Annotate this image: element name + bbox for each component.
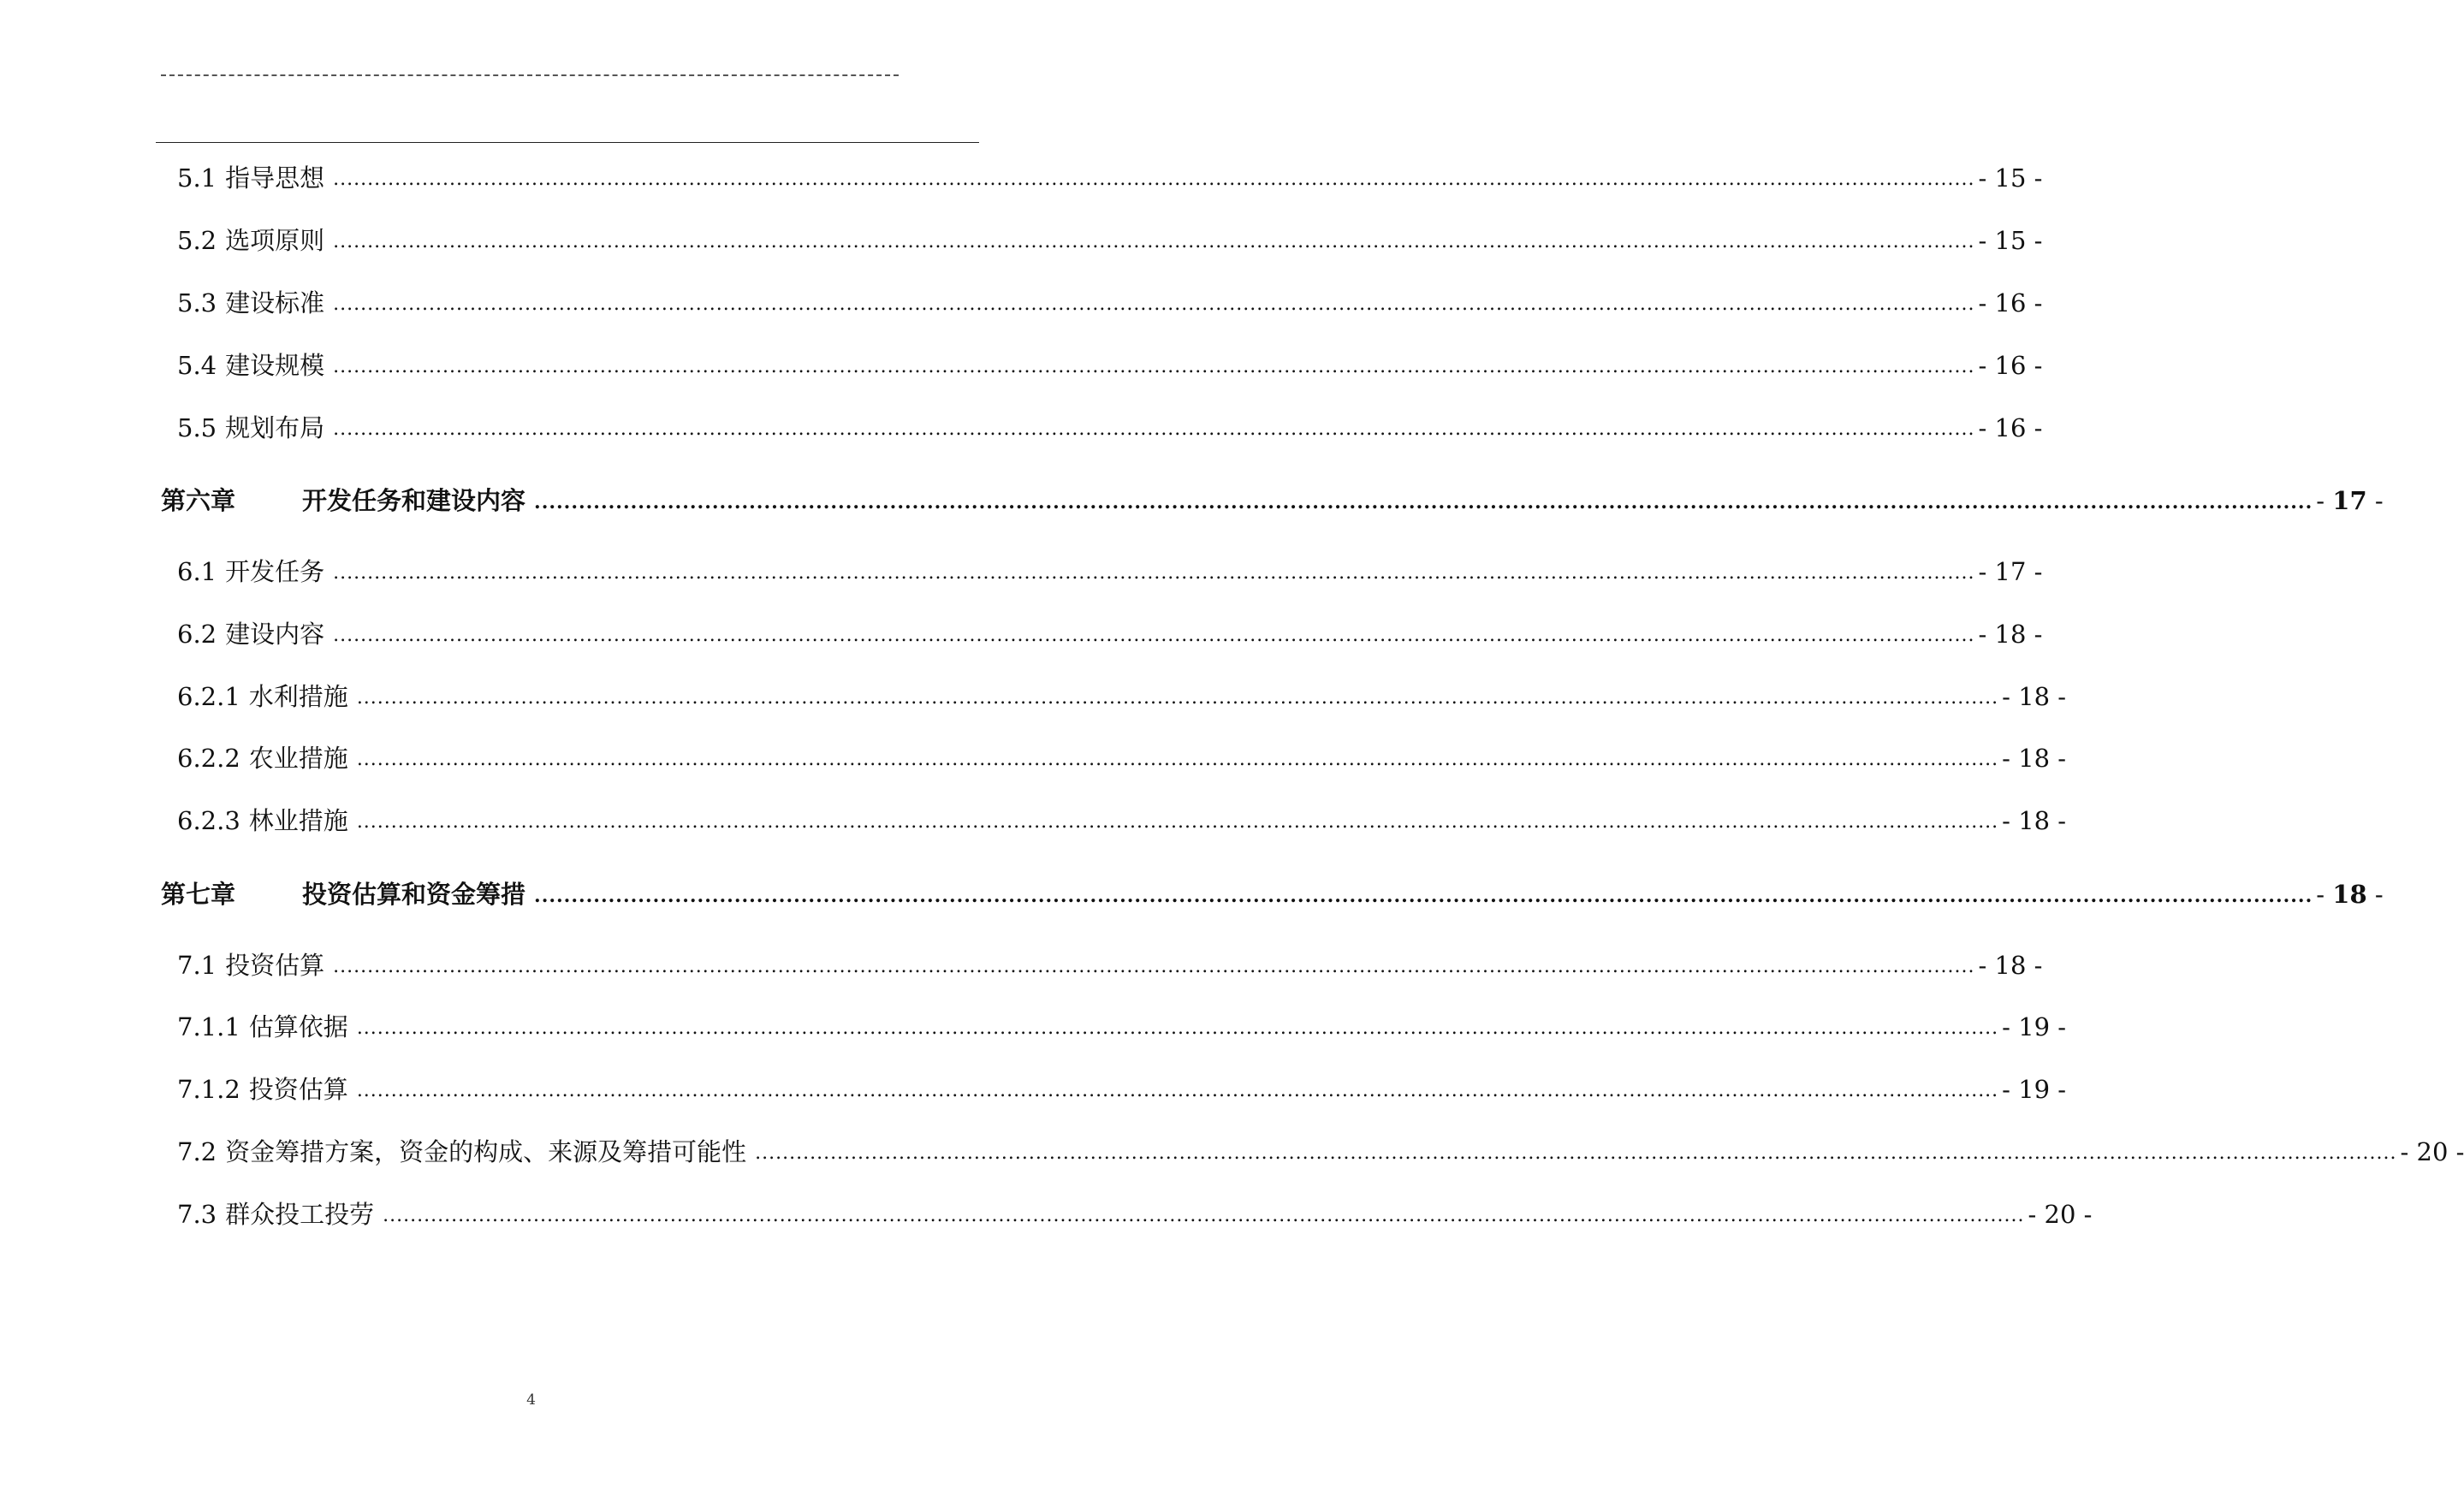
dot-leader [333, 221, 1974, 264]
page-number: 4 [526, 1391, 536, 1409]
toc-entry-6-1[interactable]: 6.1 开发任务 ..... - 17 - [0, 550, 1076, 593]
toc-entry-7-1-2[interactable]: 7.1.2 投资估算 ..... - 19 - [0, 1068, 1076, 1111]
dot-leader [755, 1132, 2396, 1175]
dot-leader [333, 552, 1974, 595]
dot-leader [333, 158, 1974, 201]
dot-leader [357, 1007, 1998, 1050]
toc-entry-6-2-3[interactable]: 6.2.3 林业措施 ..... - 18 - [0, 799, 1076, 842]
toc-chapter-7[interactable]: 第七章 投资估算和资金筹措 ..... - 18 - [0, 873, 1060, 916]
toc-entry-7-1-1[interactable]: 7.1.1 估算依据 ..... - 19 - [0, 1006, 1076, 1048]
dot-leader [333, 346, 1974, 389]
dot-leader [534, 481, 2313, 524]
toc-chapter-6[interactable]: 第六章 开发任务和建设内容 ..... - 17 - [0, 479, 1060, 522]
dot-leader [357, 1070, 1998, 1112]
dot-leader [333, 946, 1974, 988]
toc-entry-6-2-2[interactable]: 6.2.2 农业措施 ..... - 18 - [0, 737, 1076, 780]
toc-entry-5-5[interactable]: 5.5 规划布局 ..... - 16 - [0, 406, 1076, 449]
dot-leader [534, 875, 2313, 917]
toc-entry-5-3[interactable]: 5.3 建设标准 ..... - 16 - [0, 282, 1076, 324]
dot-leader [333, 408, 1974, 451]
toc-entry-7-1[interactable]: 7.1 投资估算 ..... - 18 - [0, 944, 1076, 987]
toc-entry-6-2[interactable]: 6.2 建设内容 ..... - 18 - [0, 613, 1076, 656]
toc-entry-5-1[interactable]: 5.1 指导思想 ..... - 15 - [0, 157, 1076, 199]
toc-entry-5-2[interactable]: 5.2 选项原则 ..... - 15 - [0, 219, 1076, 262]
toc-entry-7-3[interactable]: 7.3 群众投工投劳 ..... - 20 - [0, 1193, 1076, 1236]
dot-leader [357, 677, 1998, 720]
toc-entry-6-2-1[interactable]: 6.2.1 水利措施 ..... - 18 - [0, 675, 1076, 718]
toc-entry-5-4[interactable]: 5.4 建设规模 ..... - 16 - [0, 344, 1076, 387]
dot-leader [383, 1195, 2024, 1237]
dot-leader [357, 801, 1998, 844]
dot-leader [333, 283, 1974, 326]
dot-leader [357, 739, 1998, 781]
dot-leader [333, 614, 1974, 657]
toc-entry-7-2[interactable]: 7.2 资金筹措方案，资金的构成、来源及筹措可能性 ..... - 20 - [0, 1130, 1076, 1173]
